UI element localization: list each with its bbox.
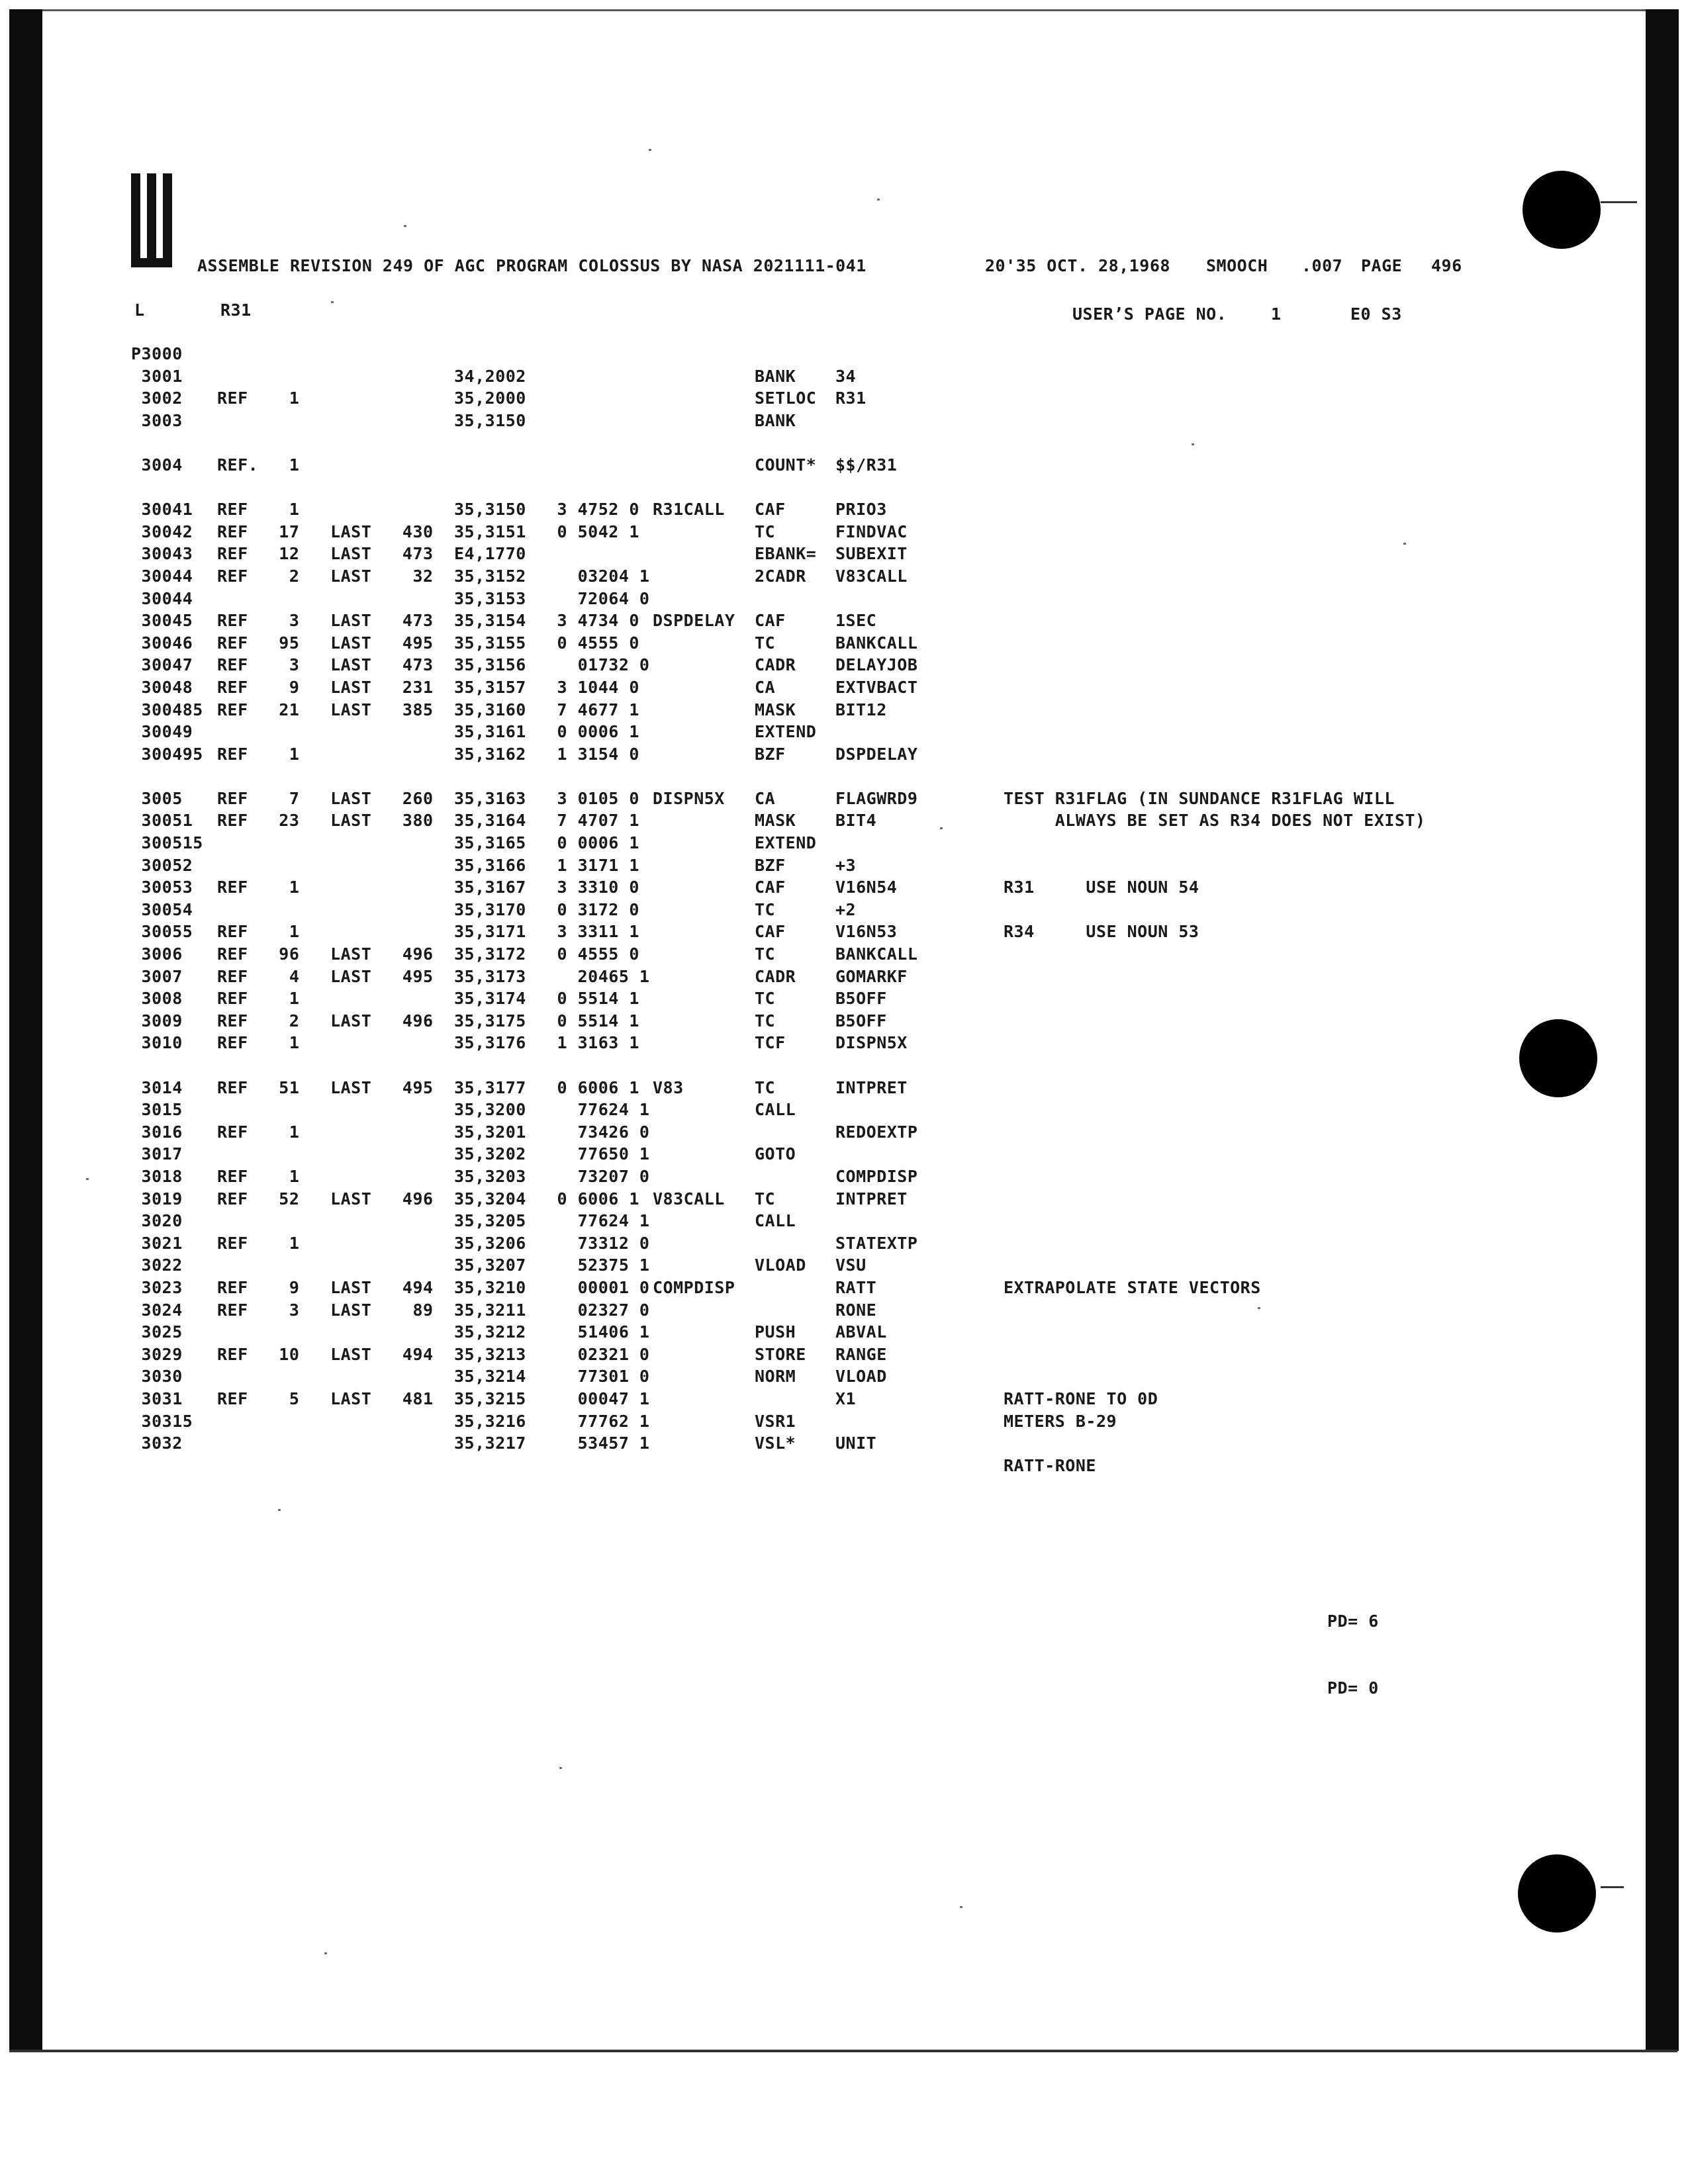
scan-speck — [278, 1509, 281, 1511]
users-page-number: 1 — [1271, 304, 1282, 324]
listing-references: REF 1 REF. 1 REF 1 REF 17 LAST 430 REF 12 LAST 473 REF 2 LAST 32 REF 3 LAST 473 REF 95 LAST 495 REF 3 LAST 473 REF 9 LAST 231 REF 21 LAST 385 REF 1 REF 7 LAST 260 REF 23 LAST 380 REF 1 REF 1 REF 96 LAST 496 REF 4 LAST 495 REF 1 REF 2 LAST 496 REF 1 REF 51 LAST 495 REF 1 REF 1 REF 52 LAST 496 REF 1 REF 9 LAST 494 REF 3 LAST 89 REF 10 LAST 494 REF 5 LAST 481 — [217, 388, 434, 1408]
scan-speck — [331, 301, 334, 303]
assembly-timestamp: 20'35 OCT. 28,1968 — [985, 256, 1170, 275]
scan-speck — [86, 1178, 89, 1180]
page-number: 496 — [1431, 256, 1462, 275]
scan-speck — [877, 199, 880, 201]
page-top-edge — [9, 9, 1677, 11]
assembly-user: SMOOCH — [1206, 256, 1268, 275]
scan-speck — [324, 1952, 327, 1954]
scan-speck — [559, 1767, 562, 1769]
listing-opcodes: BANK SETLOC BANK COUNT* CAF TC EBANK= 2CADR CAF TC CADR CA MASK EXTEND BZF CA MASK EXTEND BZF CAF TC CAF TC CADR TC TC TCF TC CALL GOTO TC CALL VLOAD PUSH STORE NORM VSR1 VSL* — [755, 366, 817, 1453]
scan-speck — [960, 1906, 962, 1908]
listing-labels: R31CALL DSPDELAY DISPN5X V83 V83CALL COMPDISP — [653, 500, 735, 1297]
page-bottom-edge — [9, 2050, 1677, 2052]
listing-comments: TEST R31FLAG (IN SUNDANCE R31FLAG WILL ALWAYS BE SET AS R34 DOES NOT EXIST) R31 USE NOUN 54 R34 USE NOUN 53 EXTRAPOLATE STATE VECTORS RATT-RONE TO 0D METERS B-29 RATT-RONE — [1004, 788, 1426, 1475]
assemble-revision-line: ASSEMBLE REVISION 249 OF AGC PROGRAM COLOSSUS BY NASA 2021111-041 — [197, 256, 867, 275]
scan-speck — [404, 225, 406, 227]
binder-hole-bottom-tick — [1601, 1886, 1624, 1888]
binder-hole-bottom — [1518, 1854, 1596, 1933]
binder-hole-top-tick — [1601, 201, 1637, 203]
ebank-sbank: E0 S3 — [1350, 304, 1402, 324]
page-right-edge — [1646, 9, 1679, 2051]
assembly-code: .007 — [1301, 256, 1343, 275]
listing-type-marker: L — [134, 300, 145, 320]
listing-operands: 34 R31 $$/R31 PRIO3 FINDVAC SUBEXIT V83CALL 1SEC BANKCALL DELAYJOB EXTVBACT BIT12 DSPDELAY FLAGWRD9 BIT4 +3 V16N54 +2 V16N53 BANKCALL GOMARKF B5OFF B5OFF DISPN5X INTPRET REDOEXTP COMPDISP INTPRET STATEXTP VSU RATT RONE ABVAL RANGE VLOAD X1 UNIT — [835, 366, 918, 1453]
page-left-edge — [9, 9, 42, 2051]
binder-hole-top — [1523, 171, 1601, 249]
log-section-name: R31 — [220, 300, 252, 320]
listing-card-numbers: P3000 3001 3002 3003 3004 30041 30042 30043 30044 30044 30045 30046 30047 30048 300485 30049 300495 3005 30051 300515 30052 30053 30054 30055 3006 3007 3008 3009 3010 3014 3015 3016 3017 3018 3019 3020 3021 3022 3023 3024 3025 3029 3030 3031 30315 3032 — [131, 344, 203, 1453]
listing-push-down: PD= 6 PD= 0 — [1327, 1611, 1379, 1698]
listing-addresses-and-octal: 34,2002 35,2000 35,3150 35,3150 3 4752 0 35,3151 0 5042 1 E4,1770 35,3152 03204 1 35,3153 72064 0 35,3154 3 4734 0 35,3155 0 4555 0 35,3156 01732 0 35,3157 3 1044 0 35,3160 7 4677 1 35,3161 0 0006 1 35,3162 1 3154 0 35,3163 3 0105 0 35,3164 7 4707 1 35,3165 0 0006 1 35,3166 1 3171 1 35,3167 3 3310 0 35,3170 0 3172 0 35,3171 3 3311 1 35,3172 0 4555 0 35,3173 20465 1 35,3174 0 5514 1 35,3175 0 5514 1 35,3176 1 3163 1 35,3177 0 6006 1 35,3200 77624 1 35,3201 73426 0 35,3202 77650 1 35,3203 73207 0 35,3204 0 6006 1 35,3205 77624 1 35,3206 73312 0 35,3207 52375 1 35,3210 00001 0 35,3211 02327 0 35,3212 51406 1 35,3213 02321 0 35,3214 77301 0 35,3215 00047 1 35,3216 77762 1 35,3217 53457 1 — [454, 366, 650, 1453]
scan-speck — [649, 149, 651, 151]
program-logo-bars — [131, 173, 172, 267]
scan-speck — [940, 827, 943, 829]
users-page-label: USER’S PAGE NO. — [1072, 304, 1227, 324]
binder-hole-middle — [1519, 1019, 1597, 1097]
page-label: PAGE — [1361, 256, 1403, 275]
